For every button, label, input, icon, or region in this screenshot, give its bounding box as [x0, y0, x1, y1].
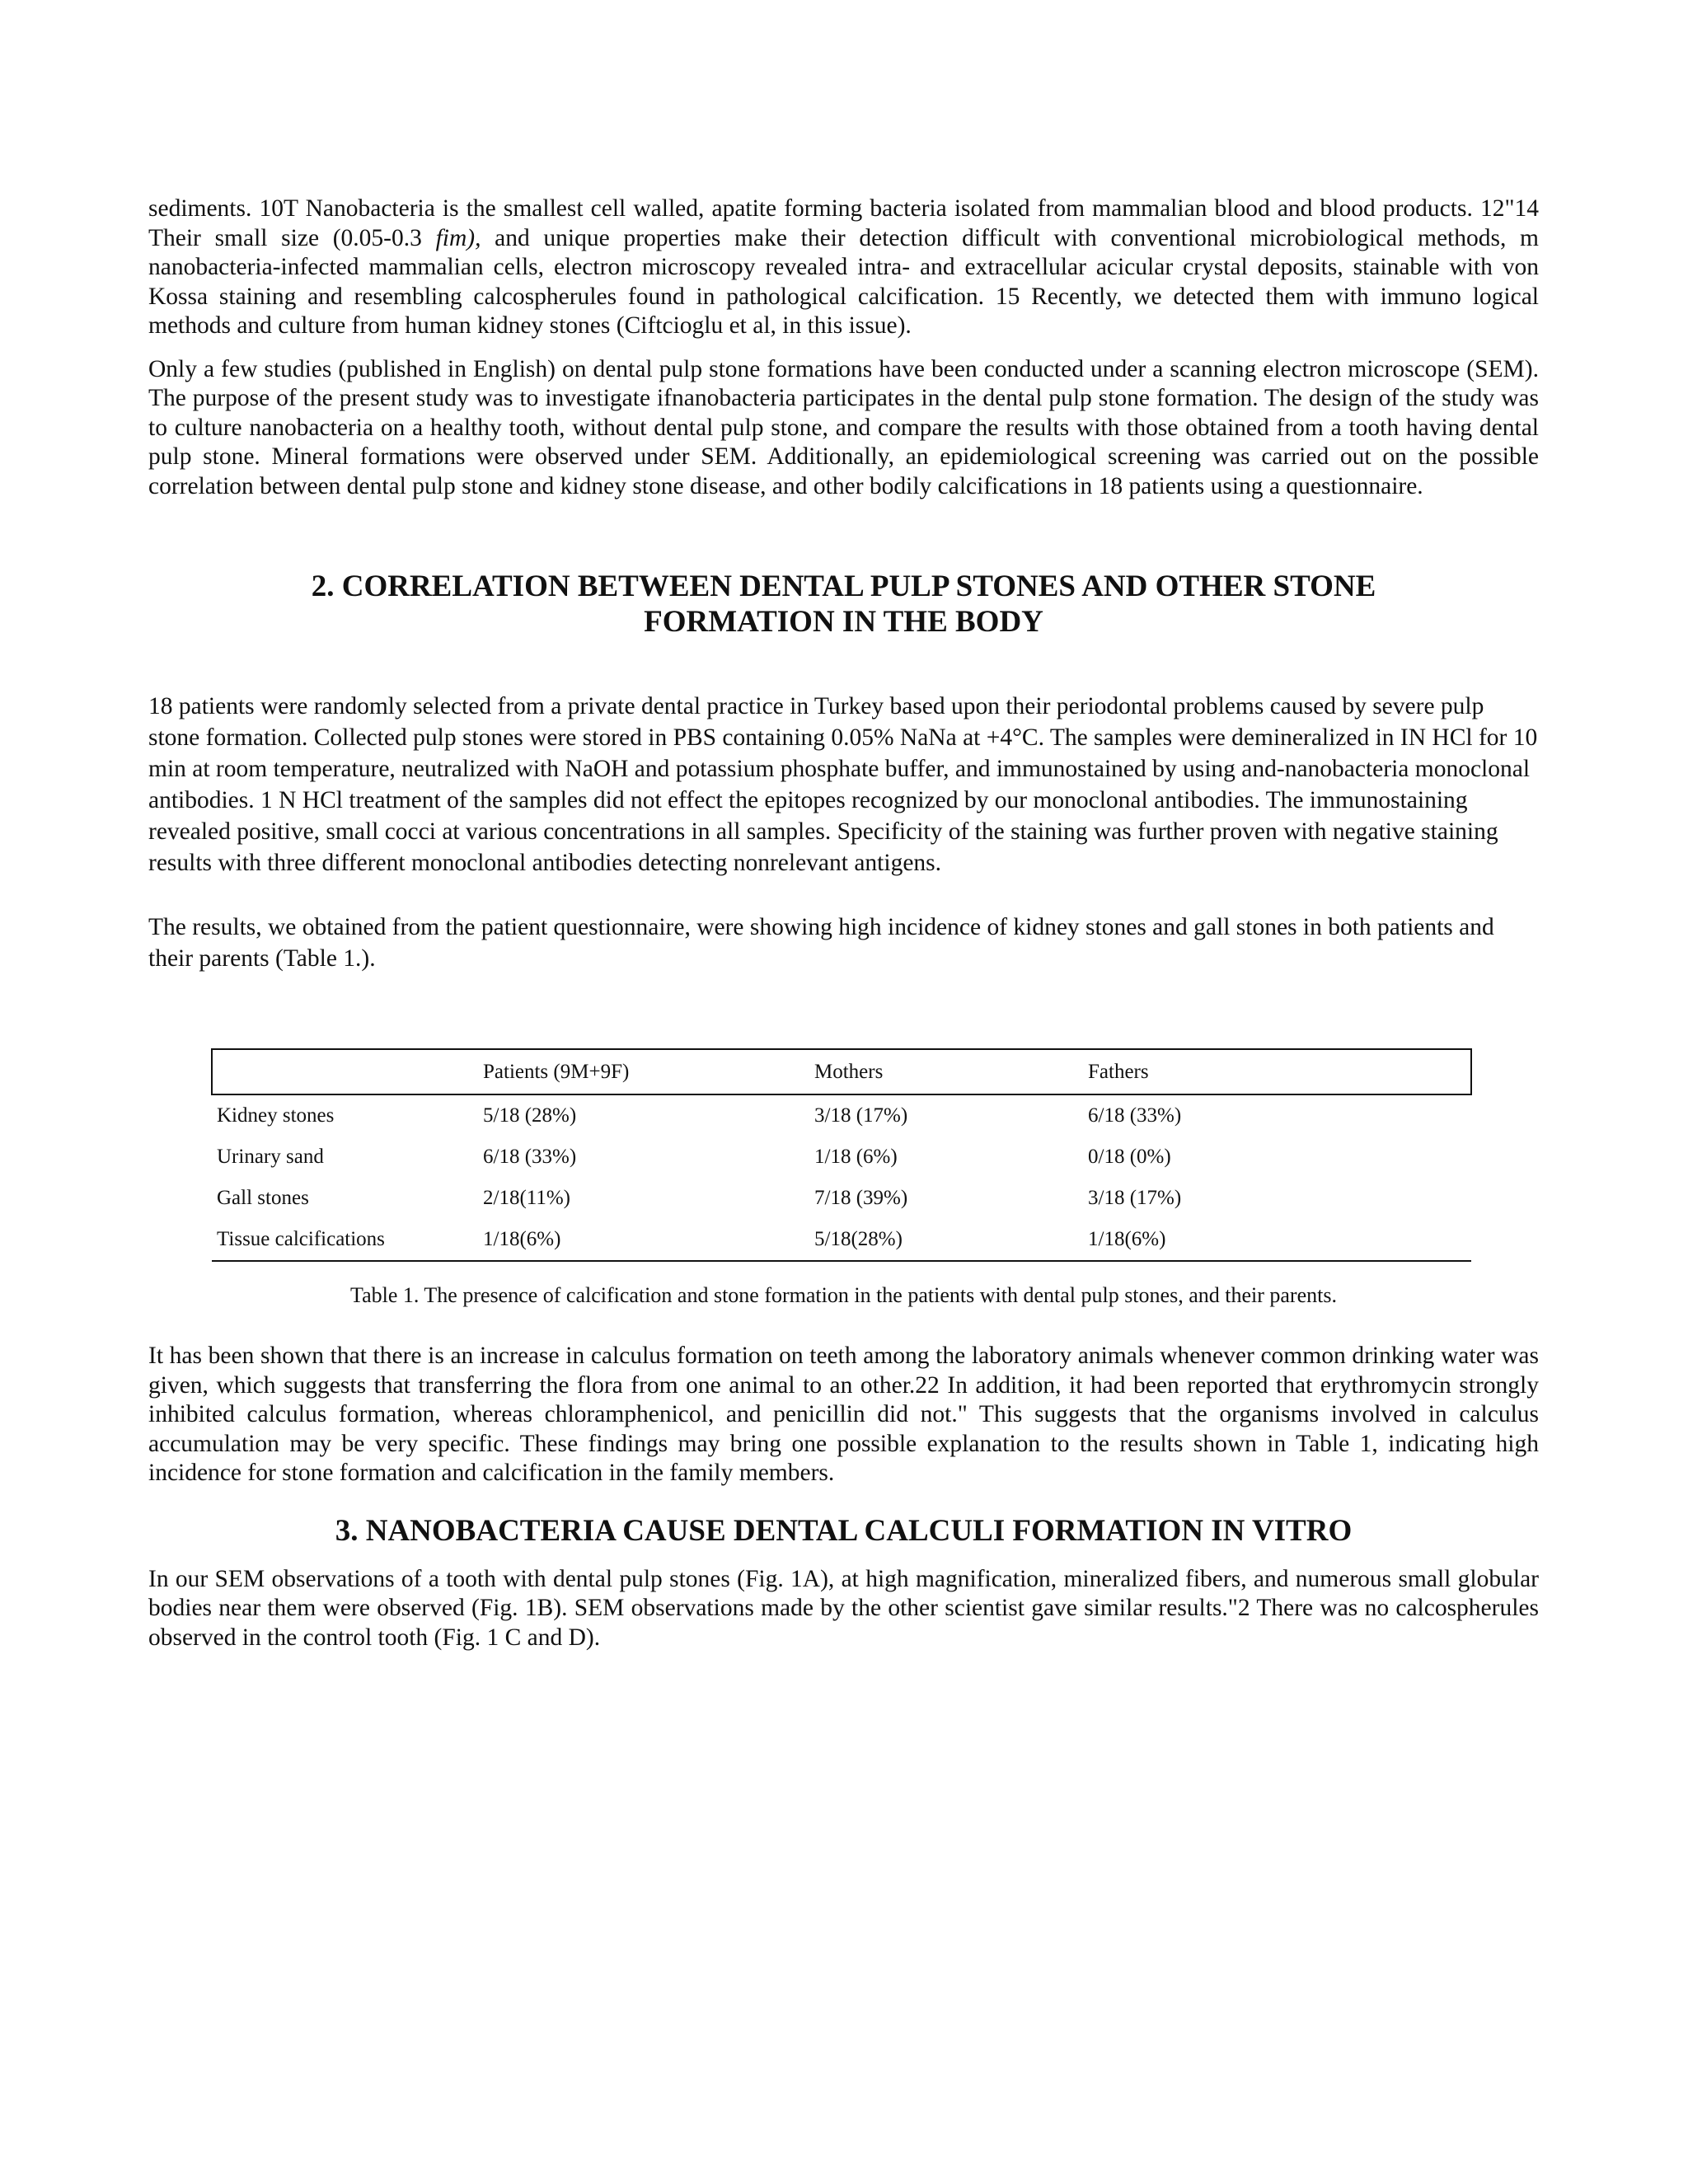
- table-cell: Gall stones: [217, 1187, 309, 1209]
- table-cell: Tissue calcifications: [217, 1228, 385, 1250]
- section-3-paragraph-1: In our SEM observations of a tooth with dental pulp stones (Fig. 1A), at high magnification, mineralized fibers, and numerous small globular bodies near them were observed (Fig. 1B). SEM observations made by the other scientist gave similar results."2 There was no calcospherules observed in the control tooth (Fig. 1 C and D).: [148, 1565, 1539, 1651]
- section-2-heading-line-2: FORMATION IN THE BODY: [644, 605, 1043, 639]
- intro-paragraph-1-text-b: and unique properties make their detection difficult with conventional microbiological methods, m nanobacteria-infected mammalian cells, electron microscopy revealed intra- and extracellular acicular crystal deposits, stainable with von Kossa staining and resembling calcospherules found in pathological calcification. 15 Recently, we detected them with immuno logical methods and culture from human kidney stones (Ciftcioglu et al, in this issue).: [148, 224, 1539, 339]
- table-cell: 2/18(11%): [483, 1187, 570, 1209]
- section-2-paragraph-3: It has been shown that there is an increase in calculus formation on teeth among the laboratory animals whenever common drinking water was given, which suggests that transferring the flora from one animal to an other.22 In addition, it had been reported that erythromycin strongly inhibited calculus formation, whereas chloramphenicol, and penicillin did not." This suggests that the organisms involved in calculus accumulation may be very specific. These findings may bring one possible explanation to the results shown in Table 1, indicating high incidence for stone formation and calcification in the family members.: [148, 1343, 1539, 1486]
- intro-paragraph-1-text-a: sediments. 10T Nanobacteria is the smallest cell walled, apatite forming bacteria isolated from mammalian blood and blood products. 12"14 Their small size (0.05-0.3: [148, 195, 1539, 251]
- table-header-cell: Mothers: [814, 1060, 884, 1083]
- table-cell: 6/18 (33%): [1088, 1104, 1182, 1127]
- table-cell: 1/18(6%): [1088, 1228, 1166, 1250]
- section-2-paragraph-2: The results, we obtained from the patient questionnaire, were showing high incidence of kidney stones and gall stones in both patients and their parents (Table 1.).: [148, 914, 1494, 972]
- table-cell: 1/18(6%): [483, 1228, 561, 1250]
- table-row: [212, 1137, 1471, 1178]
- table-cell: 3/18 (17%): [1088, 1187, 1182, 1209]
- intro-paragraph-2: Only a few studies (published in English) on dental pulp stone formations have been conducted under a scanning electron microscope (SEM). The purpose of the present study was to investigate ifnanobacteria participates in the dental pulp stone formation. The design of the study was to culture nanobacteria on a healthy tooth, without dental pulp stone, and compare the results with those obtained from a tooth having dental pulp stone. Mineral formations were observed under SEM. Additionally, an epidemiological screening was carried out on the possible correlation between dental pulp stone and kidney stone disease, and other bodily calcifications in 18 patients using a questionnaire.: [148, 355, 1539, 499]
- table-cell: 7/18 (39%): [814, 1187, 908, 1209]
- table-row: [212, 1219, 1471, 1261]
- table-header-cell: [212, 1049, 478, 1094]
- intro-paragraph-1-italic: fim),: [435, 224, 481, 251]
- table-1-caption: Table 1. The presence of calcification and stone formation in the patients with dental pulp stones, and their parents.: [350, 1283, 1337, 1307]
- table-cell: 5/18 (28%): [483, 1104, 577, 1127]
- intro-paragraph-1: [148, 194, 1539, 341]
- table-header-cell: Fathers: [1088, 1060, 1149, 1083]
- table-header-cell: Patients (9M+9F): [483, 1060, 630, 1083]
- page-content: [148, 194, 1539, 1652]
- table-cell: Urinary sand: [217, 1146, 324, 1168]
- table-1: [211, 1048, 1472, 1262]
- section-2-heading-line-1: 2. CORRELATION BETWEEN DENTAL PULP STONES AND OTHER STONE: [311, 569, 1376, 603]
- table-row: [212, 1178, 1471, 1219]
- table-row: [212, 1094, 1471, 1137]
- table-header-row: [212, 1049, 1471, 1094]
- table-cell: 3/18 (17%): [814, 1104, 908, 1127]
- table-cell: 1/18 (6%): [814, 1146, 898, 1168]
- section-2-heading: [148, 569, 1539, 640]
- table-cell: Kidney stones: [217, 1104, 335, 1127]
- section-2-paragraph-1: 18 patients were randomly selected from a private dental practice in Turkey based upon their periodontal problems caused by severe pulp stone formation. Collected pulp stones were stored in PBS containing 0.05% NaNa at +4°C. The samples were demineralized in IN HCl for 10 min at room temperature, neutralized with NaOH and potassium phosphate buffer, and immunostained by using and-nanobacteria monoclonal antibodies. 1 N HCl treatment of the samples did not effect the epitopes recognized by our monoclonal antibodies. The immunostaining revealed positive, small cocci at various concentrations in all samples. Specificity of the staining was further proven with negative staining results with three different monoclonal antibodies detecting nonrelevant antigens.: [148, 693, 1538, 876]
- table-cell: 0/18 (0%): [1088, 1146, 1171, 1168]
- table-cell: 6/18 (33%): [483, 1146, 577, 1168]
- table-1-grid: [211, 1048, 1472, 1262]
- table-cell: 5/18(28%): [814, 1228, 903, 1250]
- section-3-heading: 3. NANOBACTERIA CAUSE DENTAL CALCULI FORMATION IN VITRO: [335, 1513, 1353, 1548]
